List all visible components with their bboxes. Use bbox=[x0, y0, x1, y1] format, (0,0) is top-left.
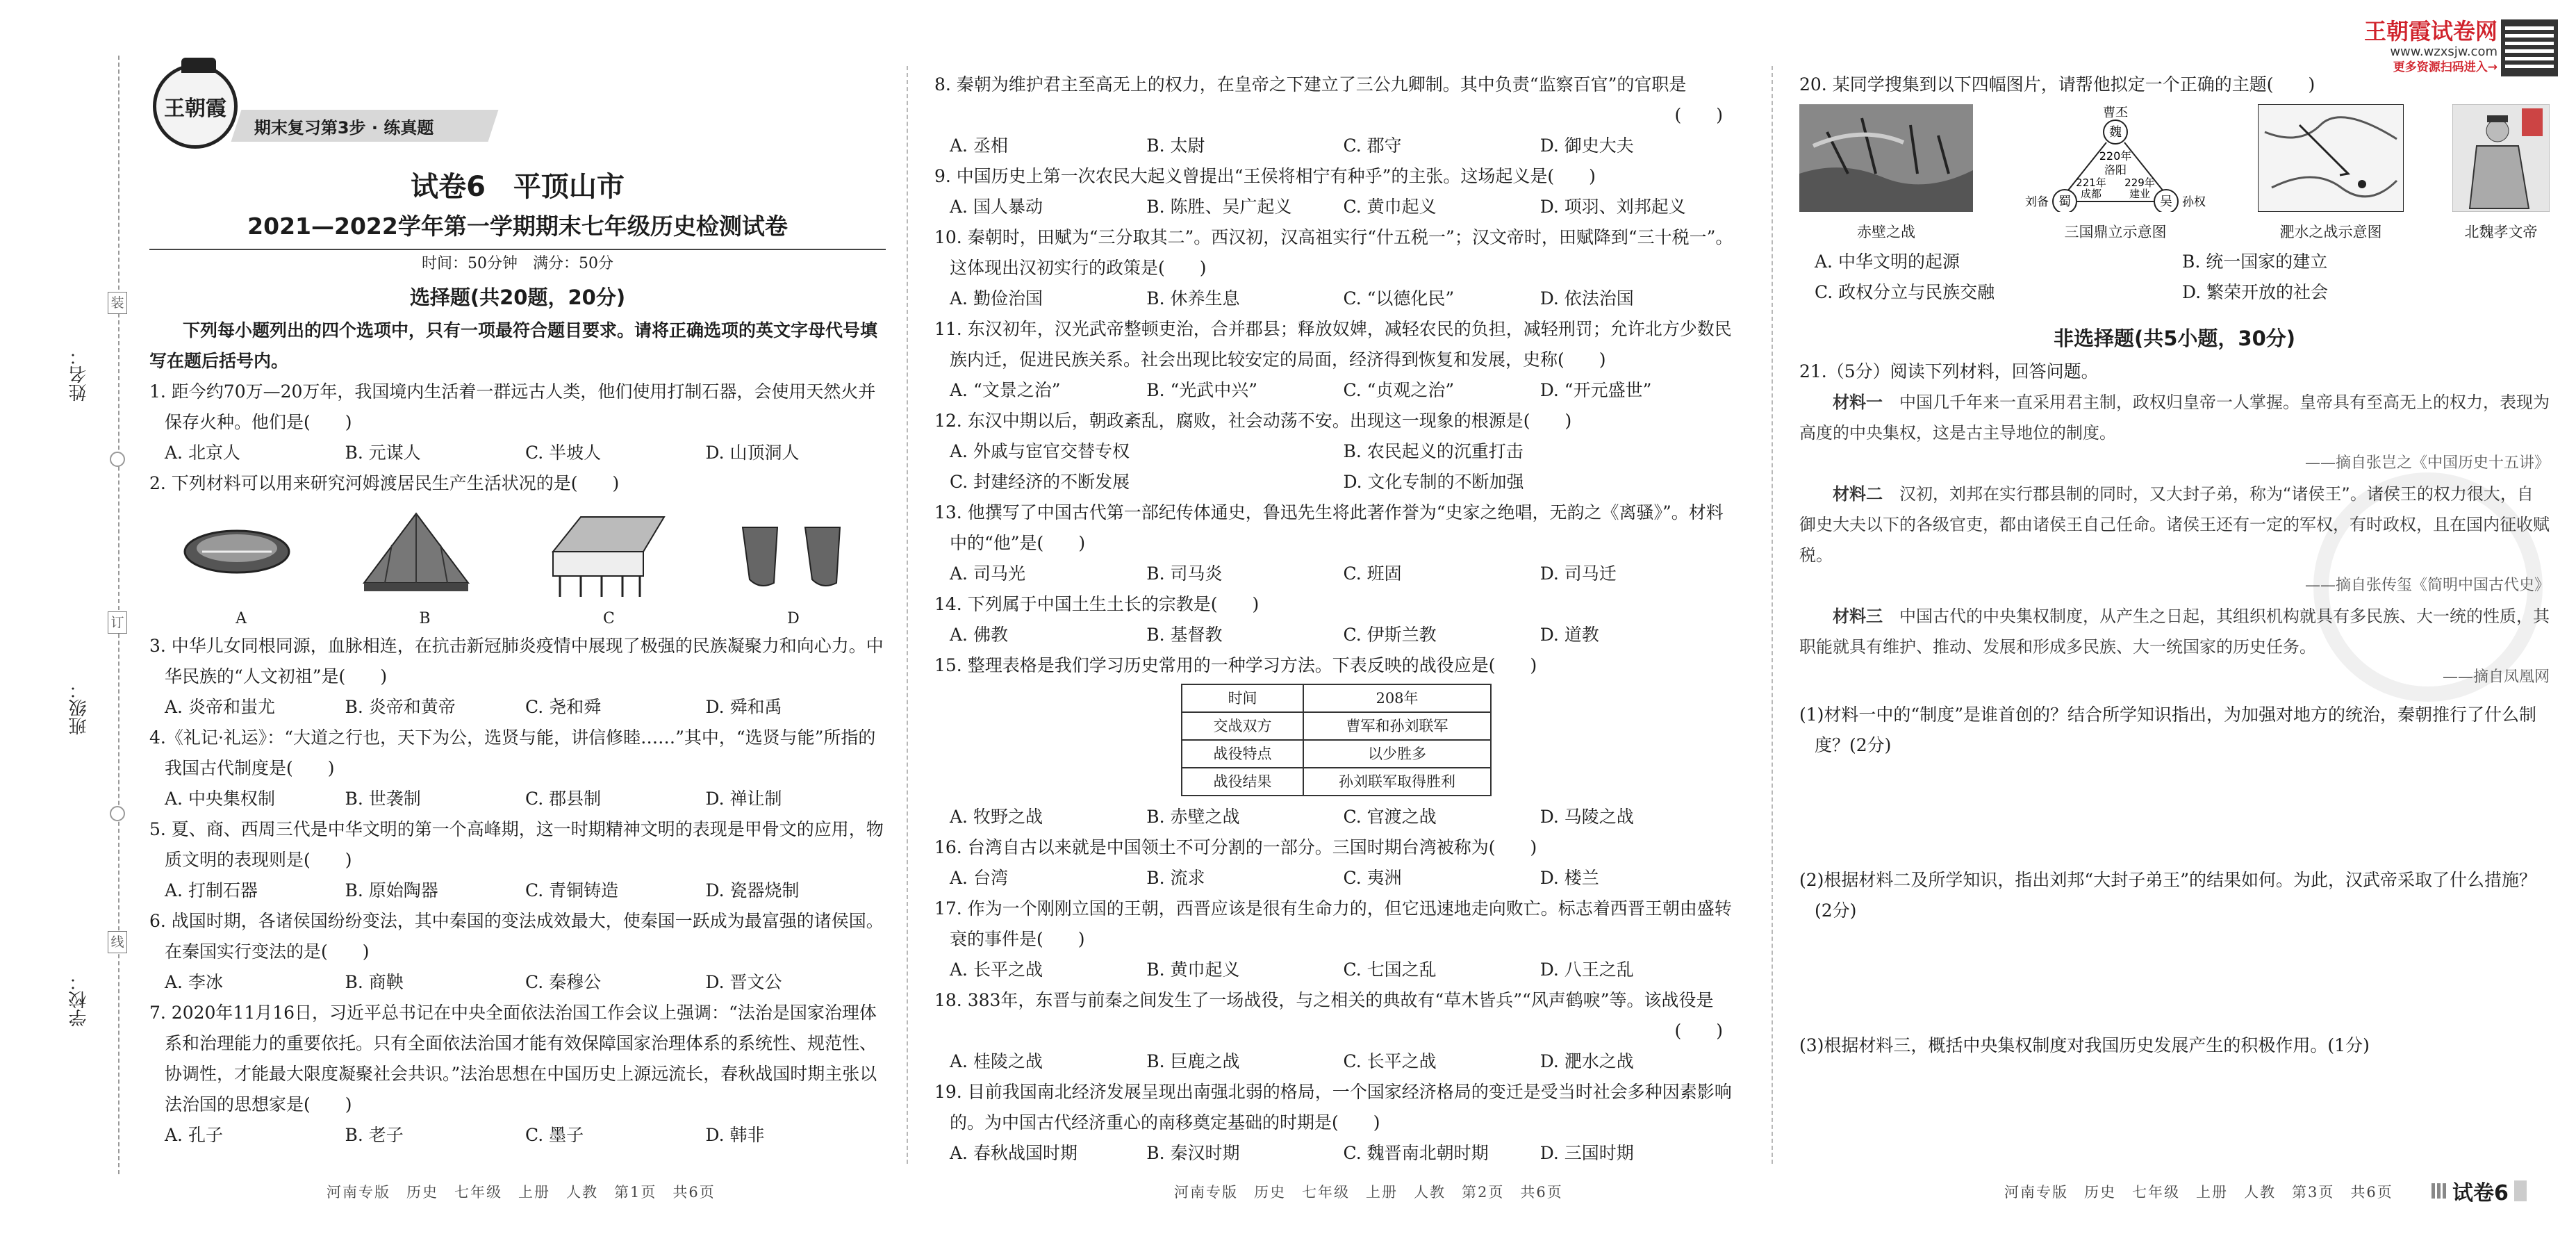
q18-options bbox=[934, 1046, 1737, 1077]
diagram-label: 221年 bbox=[2076, 176, 2106, 189]
column-1 bbox=[149, 69, 886, 1151]
option[interactable]: B. 元谋人 bbox=[345, 443, 421, 463]
option[interactable]: B. 统一国家的建立 bbox=[2182, 252, 2328, 272]
q20-options bbox=[1799, 247, 2550, 277]
option[interactable]: B. 基督教 bbox=[1146, 625, 1223, 645]
q12-options bbox=[934, 467, 1737, 497]
option[interactable]: D. 八王之乱 bbox=[1539, 960, 1634, 980]
option[interactable]: D. “开元盛世” bbox=[1539, 380, 1652, 400]
q6-options bbox=[149, 967, 886, 998]
exam-subtitle: 2021—2022学年第一学期期末七年级历史检测试卷 bbox=[247, 213, 788, 240]
option[interactable]: A. 打制石器 bbox=[165, 880, 258, 900]
question-16: 16. 台湾自古以来就是中国领土不可分割的一部分。三国时期台湾被称为( ) bbox=[934, 837, 1537, 857]
column-divider bbox=[1772, 66, 1773, 1164]
paper-tag bbox=[2431, 1176, 2527, 1206]
option[interactable]: D. 山顶洞人 bbox=[705, 443, 800, 463]
option[interactable]: A. 国人暴动 bbox=[950, 197, 1043, 217]
table-cell: 战役特点 bbox=[1182, 740, 1303, 768]
section1-instructions: 下列每小题列出的四个选项中，只有一项最符合题目要求。请将正确选项的英文字母代号填写在题后括号内。 bbox=[149, 320, 878, 371]
brand-url: www.wzxsjw.com bbox=[2390, 44, 2497, 59]
question-14: 14. 下列属于中国土生土长的宗教是( ) bbox=[934, 594, 1260, 614]
option[interactable]: D. 三国时期 bbox=[1539, 1143, 1634, 1163]
question-12: 12. 东汉中期以后，朝政紊乱，腐败，社会动荡不安。出现这一现象的根源是( ) bbox=[934, 411, 1572, 431]
caption: 三国鼎立示意图 bbox=[2064, 224, 2167, 240]
option[interactable]: C. 郡县制 bbox=[525, 789, 602, 809]
q20-images bbox=[1799, 104, 2550, 242]
question-13: 13. 他撰写了中国古代第一部纪传体通史，鲁迅先生将此著作誉为“史家之绝唱，无韵之《离骚》”。材料中的“他”是( ) bbox=[934, 502, 1724, 553]
option[interactable]: C. 青铜铸造 bbox=[525, 880, 619, 900]
option[interactable]: B. 陈胜、吴广起义 bbox=[1146, 197, 1292, 217]
banner-text: 期末复习第3步 · 练真题 bbox=[254, 117, 434, 138]
watermark-seal bbox=[2313, 472, 2543, 702]
material-label: 材料一 bbox=[1833, 393, 1883, 412]
option[interactable]: D. 舜和禹 bbox=[705, 697, 782, 717]
battle-scene-image bbox=[1799, 104, 1973, 212]
emperor-portrait-image bbox=[2452, 104, 2550, 212]
question-15: 15. 整理表格是我们学习历史常用的一种学习方法。下表反映的战役应是( ) bbox=[934, 655, 1537, 675]
question-6: 6. 战国时期，各诸侯国纷纷变法，其中秦国的变法成效最大，使秦国一跃成为最富强的诸侯国。在秦国实行变法的是( ) bbox=[149, 911, 884, 962]
brand-name: 王朝霞试卷网 bbox=[2363, 18, 2497, 44]
column-2 bbox=[934, 69, 1737, 1169]
logo-text: 王朝霞 bbox=[164, 97, 226, 121]
option[interactable]: B. 原始陶器 bbox=[345, 880, 438, 900]
option[interactable]: B. 司马炎 bbox=[1146, 563, 1223, 584]
exam-time: 时间：50分钟 满分：50分 bbox=[149, 249, 886, 278]
q11-options bbox=[934, 375, 1737, 406]
option[interactable]: D. 繁荣开放的社会 bbox=[2182, 282, 2329, 302]
diagram-label: 成都 bbox=[2080, 188, 2102, 200]
option[interactable]: A. 桂陵之战 bbox=[950, 1051, 1043, 1071]
diagram-label: 魏 bbox=[2109, 125, 2122, 140]
option[interactable]: C. 墨子 bbox=[525, 1125, 584, 1145]
brand bbox=[2338, 18, 2497, 75]
caption: 赤壁之战 bbox=[1857, 224, 1915, 240]
q13-options bbox=[934, 559, 1737, 589]
answer-paren: ( ) bbox=[1674, 1021, 1723, 1041]
option[interactable]: A. 春秋战国时期 bbox=[950, 1143, 1078, 1163]
image-label: D bbox=[787, 610, 800, 627]
option[interactable]: B. 秦汉时期 bbox=[1146, 1143, 1240, 1163]
option[interactable]: C. 半坡人 bbox=[525, 443, 602, 463]
question-21: 21.（5分）阅读下列材料，回答问题。 bbox=[1799, 361, 2099, 381]
diagram-label: 蜀 bbox=[2058, 195, 2071, 209]
binding-hole bbox=[110, 452, 125, 467]
binding-word: 线 bbox=[108, 931, 127, 953]
sub-question-3: (3)根据材料三，概括中央集权制度对我国历史发展产生的积极作用。(1分) bbox=[1799, 1035, 2370, 1055]
option[interactable]: A. 中央集权制 bbox=[165, 789, 275, 809]
option[interactable]: C. 尧和舜 bbox=[525, 697, 602, 717]
option[interactable]: D. 文化专制的不断加强 bbox=[1343, 472, 1524, 492]
option[interactable]: B. 休养生息 bbox=[1146, 288, 1240, 308]
figure bbox=[2022, 104, 2209, 242]
q1-options bbox=[149, 438, 886, 468]
q19-options bbox=[934, 1138, 1737, 1169]
option[interactable]: C. 班固 bbox=[1343, 563, 1402, 584]
answer-space[interactable] bbox=[1799, 761, 2550, 865]
q2-images bbox=[149, 503, 886, 607]
option[interactable]: A. 外戚与宦官交替专权 bbox=[950, 441, 1130, 461]
option[interactable]: A. 牧野之战 bbox=[950, 807, 1043, 827]
round-hut-image bbox=[357, 510, 475, 600]
battle-table bbox=[1181, 684, 1492, 796]
option[interactable]: C. “以德化民” bbox=[1343, 288, 1455, 308]
option[interactable]: A. 勤俭治国 bbox=[950, 288, 1043, 308]
material-text: 中国古代的中央集权制度，从产生之日起，其组织机构就具有多民族、大一统的性质，其职能就具有维护、推动、发展和形成多民族、大一统国家的历史任务。 bbox=[1799, 607, 2550, 657]
caption: 北魏孝文帝 bbox=[2464, 224, 2538, 240]
q17-options bbox=[934, 955, 1737, 985]
option[interactable]: A. 中华文明的起源 bbox=[1815, 252, 1960, 272]
question-2: 2. 下列材料可以用来研究河姆渡居民生产生活状况的是( ) bbox=[149, 473, 620, 493]
diagram-label: 刘备 bbox=[2025, 195, 2049, 209]
option[interactable]: C. 魏晋南北朝时期 bbox=[1343, 1143, 1489, 1163]
figure bbox=[1799, 104, 1973, 242]
material-label: 材料三 bbox=[1833, 607, 1883, 626]
option[interactable]: B. 农民起义的沉重打击 bbox=[1343, 441, 1524, 461]
question-1: 1. 距今约70万—20万年，我国境内生活着一群远古人类，他们使用打制石器，会使用天然火并保存火种。他们是( ) bbox=[149, 381, 876, 432]
material-text: 中国几千年来一直采用君主制，政权归皇帝一人掌握。皇帝具有至高无上的权力，表现为高度的中央集权，这是古主导地位的制度。 bbox=[1799, 393, 2550, 443]
paper-tag-text: 试卷6 bbox=[2452, 1181, 2509, 1205]
answer-paren: ( ) bbox=[1674, 105, 1723, 125]
diagram-label: 曹丕 bbox=[2103, 106, 2128, 120]
question-3: 3. 中华儿女同根同源，血脉相连，在抗击新冠肺炎疫情中展现了极强的民族凝聚力和向心力。中华民族的“人文初祖”是( ) bbox=[149, 636, 884, 686]
school-label: 学校： bbox=[69, 973, 90, 1027]
table-row bbox=[1182, 712, 1491, 740]
table-cell: 战役结果 bbox=[1182, 768, 1303, 796]
material-text: 汉初，刘邦在实行郡县制的同时，又大封子弟，称为“诸侯王”。诸侯王的权力很大，自御史大夫以下的各级官吏，都由诸侯王自己任命。诸侯王还有一定的军权，有时政权，且在国内征收赋税。 bbox=[1799, 484, 2550, 565]
option[interactable]: D. 依法治国 bbox=[1539, 288, 1634, 308]
footer-page-2: 河南专版 历史 七年级 上册 人教 第2页 共6页 bbox=[1174, 1184, 1563, 1201]
section1-title: 选择题(共20题，20分) bbox=[409, 286, 626, 309]
option[interactable]: B. 世袭制 bbox=[345, 789, 421, 809]
q8-options bbox=[934, 131, 1737, 161]
question-18: 18. 383年，东晋与前秦之间发生了一场战役，与之相关的典故有“草木皆兵”“风声鹤唳”等。该战役是 bbox=[934, 990, 1714, 1010]
diagram-label: 229年 bbox=[2124, 176, 2155, 189]
binding-hole bbox=[110, 806, 125, 821]
option[interactable]: B. 巨鹿之战 bbox=[1146, 1051, 1240, 1071]
question-4: 4.《礼记·礼运》：“大道之行也，天下为公，选贤与能，讲信修睦……”其中，“选贤与能”所指的我国古代制度是( ) bbox=[149, 727, 876, 778]
map-image bbox=[2258, 104, 2404, 212]
bone-tools-image bbox=[736, 517, 854, 593]
question-9: 9. 中国历史上第一次农民大起义曾提出“王侯将相宁有种乎”的主张。这场起义是( ) bbox=[934, 166, 1596, 186]
image-label: B bbox=[419, 610, 431, 627]
figure bbox=[2258, 104, 2404, 242]
option[interactable]: C. 七国之乱 bbox=[1343, 960, 1437, 980]
question-17: 17. 作为一个刚刚立国的王朝，西晋应该是很有生命力的，但它迅速地走向败亡。标志着西晋王朝由盛转衰的事件是( ) bbox=[934, 898, 1732, 949]
option[interactable]: A. 炎帝和蚩尤 bbox=[165, 697, 275, 717]
diagram-label: 220年 bbox=[2099, 149, 2132, 163]
table-cell: 以少胜多 bbox=[1303, 740, 1491, 768]
option[interactable]: C. 官渡之战 bbox=[1343, 807, 1437, 827]
table-row bbox=[1182, 740, 1491, 768]
q20-options bbox=[1799, 277, 2550, 308]
q7-options bbox=[149, 1120, 886, 1151]
option[interactable]: A. 孔子 bbox=[165, 1125, 223, 1145]
option[interactable]: D. 瓷器烧制 bbox=[705, 880, 800, 900]
image-label: A bbox=[236, 610, 247, 627]
option[interactable]: A. 李冰 bbox=[165, 972, 223, 992]
caption: 淝水之战示意图 bbox=[2279, 224, 2382, 240]
binding-word: 装 bbox=[108, 292, 127, 314]
q2-image-labels bbox=[149, 607, 886, 631]
option[interactable]: B. “光武中兴” bbox=[1146, 380, 1258, 400]
diagram-label: 孙权 bbox=[2182, 195, 2206, 209]
material-source: ——摘自张岂之《中国历史十五讲》 bbox=[2304, 454, 2550, 472]
figure bbox=[2452, 104, 2550, 242]
option[interactable]: C. 黄巾起义 bbox=[1343, 197, 1437, 217]
question-7: 7. 2020年11月16日，习近平总书记在中央全面依法治国工作会议上强调：“法治是国家治理体系和治理能力的重要依托。只有全面依法治国才能有效保障国家治理体系的系统性、规范性、协调性，才能最大限度凝聚社会共识。”法治思想在中国历史上源远流长，春秋战国时期主张以法治国的思想家是( ) bbox=[149, 1003, 877, 1114]
table-cell: 曹军和孙刘联军 bbox=[1303, 712, 1491, 740]
section2-title: 非选择题(共5小题，30分) bbox=[2053, 327, 2296, 350]
option[interactable]: B. 黄巾起义 bbox=[1146, 960, 1240, 980]
table-cell: 时间 bbox=[1182, 684, 1303, 712]
question-8: 8. 秦朝为维护君主至高无上的权力，在皇帝之下建立了三公九卿制。其中负责“监察百官”的官职是 bbox=[934, 74, 1687, 94]
sub-question-1: (1)材料一中的“制度”是谁首创的？结合所学知识指出，为加强对地方的统治，秦朝推行了什么制度？(2分) bbox=[1799, 705, 2536, 755]
option[interactable]: A. 佛教 bbox=[950, 625, 1008, 645]
binding-word: 订 bbox=[108, 611, 127, 634]
question-19: 19. 目前我国南北经济发展呈现出南强北弱的格局，一个国家经济格局的变迁是受当时社会多种因素影响的。为中国古代经济重心的南移奠定基础的时期是( ) bbox=[934, 1082, 1732, 1133]
material-source: ——摘自凤凰网 bbox=[2442, 668, 2550, 686]
question-11: 11. 东汉初年，汉光武帝整顿吏治，合并郡县；释放奴婢，减轻农民的负担，减轻刑罚；允许北方少数民族内迁，促进民族关系。社会出现比较安定的局面，经济得到恢复和发展，史称( ) bbox=[934, 319, 1732, 370]
option[interactable]: A. 北京人 bbox=[165, 443, 240, 463]
option[interactable]: B. 流求 bbox=[1146, 868, 1205, 888]
option[interactable]: D. 晋文公 bbox=[705, 972, 782, 992]
tag-block bbox=[2514, 1180, 2527, 1201]
option[interactable]: C. 伊斯兰教 bbox=[1343, 625, 1437, 645]
three-kingdoms-diagram bbox=[2022, 104, 2209, 212]
option[interactable]: D. 禅让制 bbox=[705, 789, 782, 809]
option[interactable]: D. 楼兰 bbox=[1539, 868, 1599, 888]
option[interactable]: D. 道教 bbox=[1539, 625, 1599, 645]
brand-slogan: 更多资源扫码进入→ bbox=[2393, 60, 2497, 74]
option[interactable]: C. 政权分立与民族交融 bbox=[1815, 282, 1995, 302]
q12-options bbox=[934, 436, 1737, 467]
name-label: 姓名： bbox=[69, 347, 90, 402]
option[interactable]: D. 司马迁 bbox=[1539, 563, 1617, 584]
option[interactable]: C. 长平之战 bbox=[1343, 1051, 1437, 1071]
material-label: 材料二 bbox=[1833, 484, 1883, 504]
option[interactable]: D. 项羽、刘邦起义 bbox=[1539, 197, 1686, 217]
q4-options bbox=[149, 784, 886, 814]
option[interactable]: B. 商鞅 bbox=[345, 972, 404, 992]
stilt-house-image bbox=[539, 510, 671, 600]
diagram-label: 吴 bbox=[2160, 195, 2172, 209]
option[interactable]: A. 司马光 bbox=[950, 563, 1025, 584]
question-20: 20. 某同学搜集到以下四幅图片，请帮他拟定一个正确的主题( ) bbox=[1799, 74, 2315, 94]
q16-options bbox=[934, 863, 1737, 894]
exam-title: 试卷6 平顶山市 bbox=[411, 171, 625, 203]
table-cell: 孙刘联军取得胜利 bbox=[1303, 768, 1491, 796]
option[interactable]: D. 马陵之战 bbox=[1539, 807, 1634, 827]
option[interactable]: B. 太尉 bbox=[1146, 135, 1205, 156]
option[interactable]: A. 长平之战 bbox=[950, 960, 1043, 980]
pottery-bowl-image bbox=[181, 520, 292, 590]
column-divider bbox=[907, 66, 908, 1164]
q5-options bbox=[149, 875, 886, 906]
option[interactable]: B. 老子 bbox=[345, 1125, 404, 1145]
q10-options bbox=[934, 283, 1737, 314]
option[interactable]: B. 炎帝和黄帝 bbox=[345, 697, 456, 717]
table-cell: 208年 bbox=[1303, 684, 1491, 712]
option[interactable]: C. 秦穆公 bbox=[525, 972, 602, 992]
table-cell: 交战双方 bbox=[1182, 712, 1303, 740]
option[interactable]: B. 赤壁之战 bbox=[1146, 807, 1240, 827]
option[interactable]: D. 淝水之战 bbox=[1539, 1051, 1634, 1071]
q14-options bbox=[934, 620, 1737, 650]
table-row bbox=[1182, 768, 1491, 796]
diagram-label: 洛阳 bbox=[2104, 163, 2127, 176]
option[interactable]: D. 韩非 bbox=[705, 1125, 765, 1145]
q15-options bbox=[934, 802, 1737, 832]
footer-page-3: 河南专版 历史 七年级 上册 人教 第3页 共6页 bbox=[2004, 1184, 2393, 1201]
image-label: C bbox=[602, 610, 615, 627]
material-1 bbox=[1799, 387, 2550, 448]
option[interactable]: D. 御史大夫 bbox=[1539, 135, 1634, 156]
question-5: 5. 夏、商、西周三代是中华文明的第一个高峰期，这一时期精神文明的表现是甲骨文的应用，物质文明的表现则是( ) bbox=[149, 819, 884, 870]
qr-code-icon[interactable] bbox=[2501, 19, 2558, 76]
option[interactable]: A. “文景之治” bbox=[950, 380, 1061, 400]
option[interactable]: A. 台湾 bbox=[950, 868, 1008, 888]
q9-options bbox=[934, 192, 1737, 222]
grid-icon bbox=[2431, 1183, 2447, 1199]
diagram-label: 建业 bbox=[2129, 188, 2151, 200]
class-label: 班级： bbox=[69, 681, 90, 735]
option[interactable]: A. 丞相 bbox=[950, 135, 1008, 156]
option[interactable]: C. “贞观之治” bbox=[1343, 380, 1455, 400]
sub-question-2: (2)根据材料二及所学知识，指出刘邦“大封子弟王”的结果如何。为此，汉武帝采取了什么措施？(2分) bbox=[1799, 870, 2536, 921]
option[interactable]: C. 封建经济的不断发展 bbox=[950, 472, 1130, 492]
q3-options bbox=[149, 692, 886, 723]
option[interactable]: C. 夷洲 bbox=[1343, 868, 1402, 888]
material-source: ——摘自张传玺《简明中国古代史》 bbox=[2304, 577, 2550, 594]
option[interactable]: C. 郡守 bbox=[1343, 135, 1402, 156]
footer-page-1: 河南专版 历史 七年级 上册 人教 第1页 共6页 bbox=[327, 1184, 716, 1201]
table-row bbox=[1182, 684, 1491, 712]
answer-space[interactable] bbox=[1799, 926, 2550, 1030]
question-10: 10. 秦朝时，田赋为“三分取其二”。西汉初，汉高祖实行“什五税一”；汉文帝时，田赋降到“三十税一”。这体现出汉初实行的政策是( ) bbox=[934, 227, 1733, 278]
